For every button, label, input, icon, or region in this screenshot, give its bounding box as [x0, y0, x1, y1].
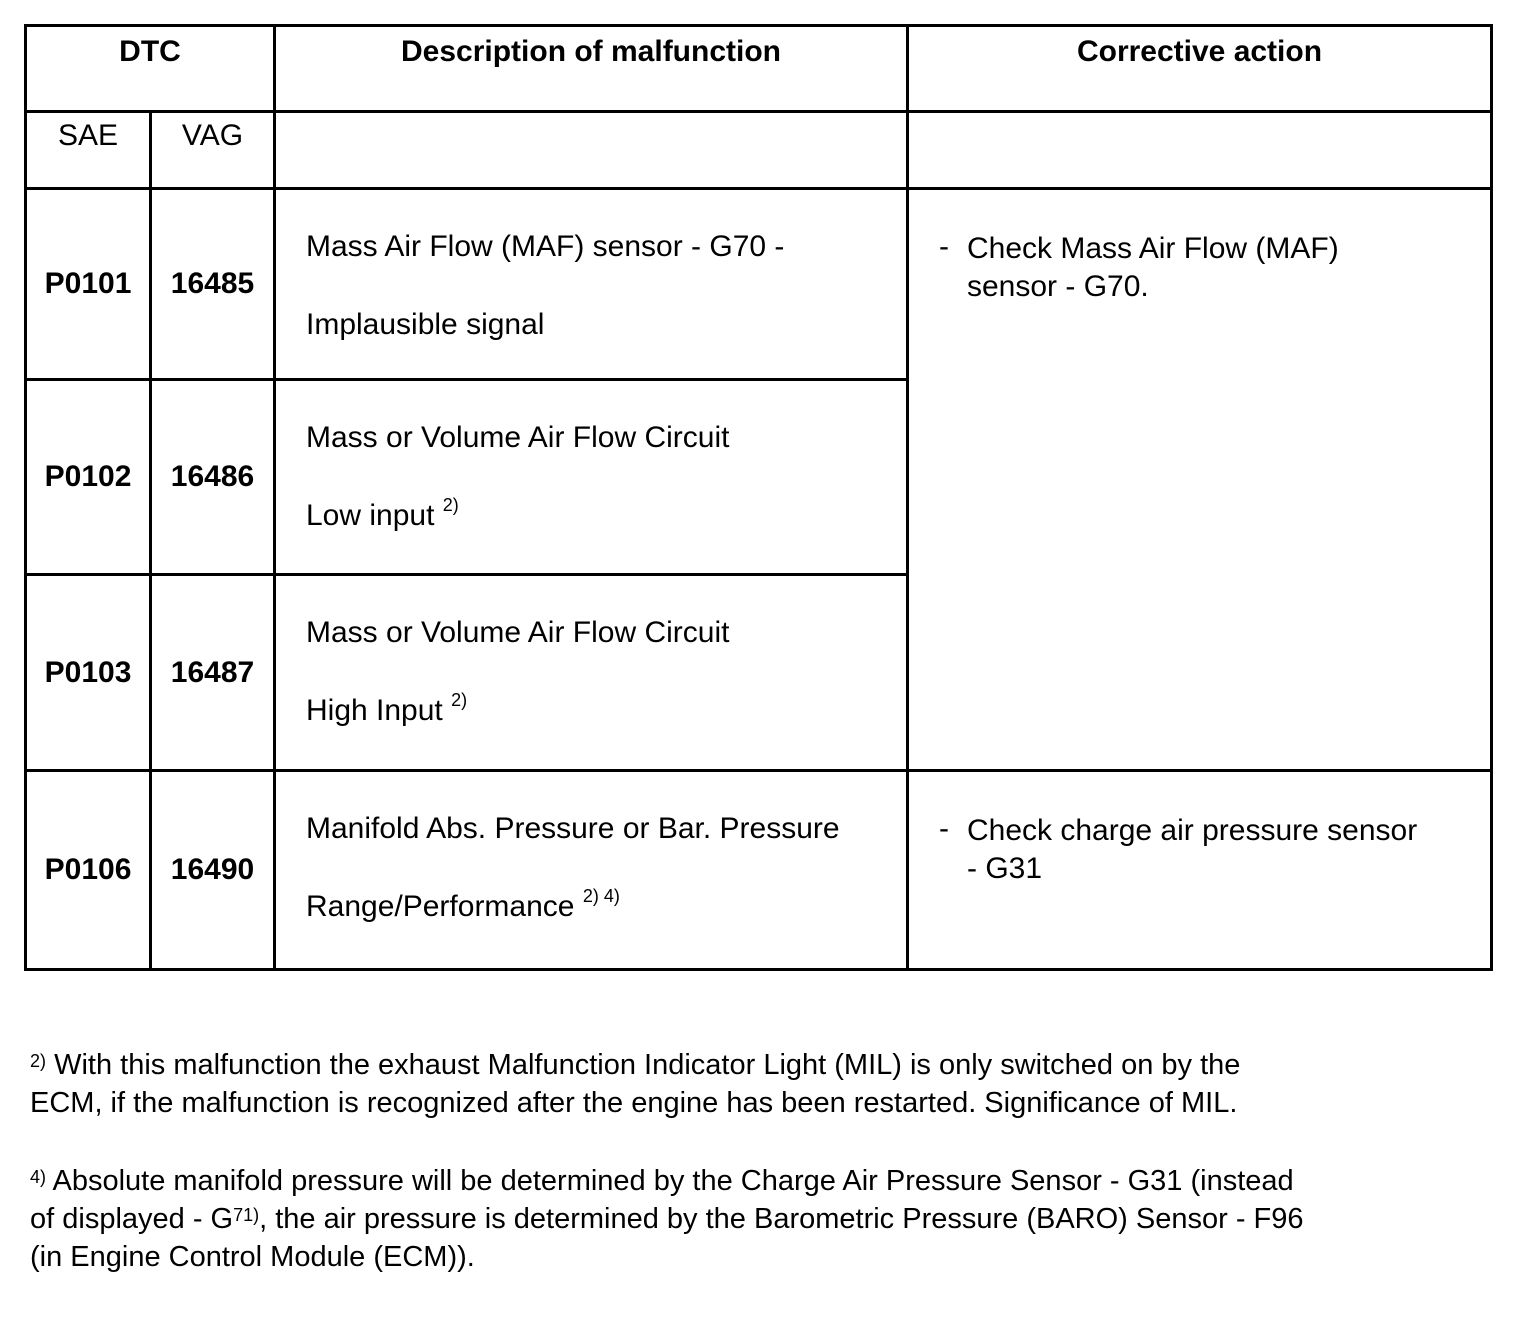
- header-dtc: DTC: [26, 26, 275, 112]
- sae-code: P0101: [26, 189, 151, 380]
- header-corrective-action: Corrective action: [908, 26, 1492, 112]
- malfunction-description: [275, 575, 908, 771]
- description-line: Mass Air Flow (MAF) sensor - G70 -: [306, 230, 785, 263]
- description-line: High Input: [306, 694, 443, 727]
- action-line: sensor - G70.: [967, 270, 1149, 303]
- subheader-empty-description: [275, 112, 908, 189]
- vag-code: 16487: [151, 575, 275, 771]
- header-sae: SAE: [26, 112, 151, 189]
- corrective-action: [908, 189, 1492, 771]
- malfunction-description: [275, 771, 908, 970]
- corrective-action: [908, 771, 1492, 970]
- subheader-empty-action: [908, 112, 1492, 189]
- vag-code: 16490: [151, 771, 275, 970]
- malfunction-description: [275, 380, 908, 575]
- action-line: Check Mass Air Flow (MAF): [967, 232, 1339, 265]
- bullet-dash: -: [939, 230, 949, 263]
- footnote-line: (in Engine Control Module (ECM)).: [30, 1241, 475, 1273]
- action-line: Check charge air pressure sensor: [967, 814, 1418, 847]
- description-line: Range/Performance: [306, 890, 575, 923]
- table-row: [26, 771, 1492, 970]
- subheader-row: [26, 112, 1492, 189]
- footnote-ref: 2): [442, 495, 459, 515]
- footnote-4: [30, 1162, 1450, 1276]
- description-line: Implausible signal: [306, 308, 545, 341]
- footnote-ref: 2) 4): [582, 886, 620, 906]
- footnote-line: , the air pressure is determined by the Barometric Pressure (BARO) Sensor - F96: [259, 1203, 1304, 1235]
- dtc-table: [24, 24, 1493, 971]
- footnotes: [30, 1046, 1450, 1316]
- footnote-ref: 2): [451, 690, 468, 710]
- footnote-line: ECM, if the malfunction is recognized after the engine has been restarted. Significance of MIL.: [30, 1087, 1238, 1119]
- action-item: [939, 812, 1470, 888]
- header-row: [26, 26, 1492, 112]
- description-line: Low input: [306, 499, 435, 532]
- action-line: - G31: [967, 852, 1043, 885]
- footnote-line: With this malfunction the exhaust Malfunction Indicator Light (MIL) is only switched on by the: [54, 1049, 1241, 1081]
- vag-code: 16486: [151, 380, 275, 575]
- header-description: Description of malfunction: [275, 26, 908, 112]
- description-line: Mass or Volume Air Flow Circuit: [306, 421, 730, 454]
- description-line: Mass or Volume Air Flow Circuit: [306, 616, 730, 649]
- table-row: [26, 189, 1492, 380]
- bullet-dash: -: [939, 812, 949, 845]
- footnote-2: [30, 1046, 1450, 1122]
- description-line: Manifold Abs. Pressure or Bar. Pressure: [306, 812, 840, 845]
- malfunction-description: [275, 189, 908, 380]
- footnote-inline-ref: 71): [233, 1205, 260, 1225]
- sae-code: P0103: [26, 575, 151, 771]
- header-vag: VAG: [151, 112, 275, 189]
- footnote-mark: 4): [30, 1167, 47, 1187]
- vag-code: 16485: [151, 189, 275, 380]
- sae-code: P0102: [26, 380, 151, 575]
- action-item: [939, 230, 1470, 306]
- footnote-line: Absolute manifold pressure will be determined by the Charge Air Pressure Sensor - G31 (instead: [52, 1165, 1294, 1197]
- footnote-mark: 2): [30, 1051, 47, 1071]
- footnote-line: of displayed - G: [30, 1203, 234, 1235]
- sae-code: P0106: [26, 771, 151, 970]
